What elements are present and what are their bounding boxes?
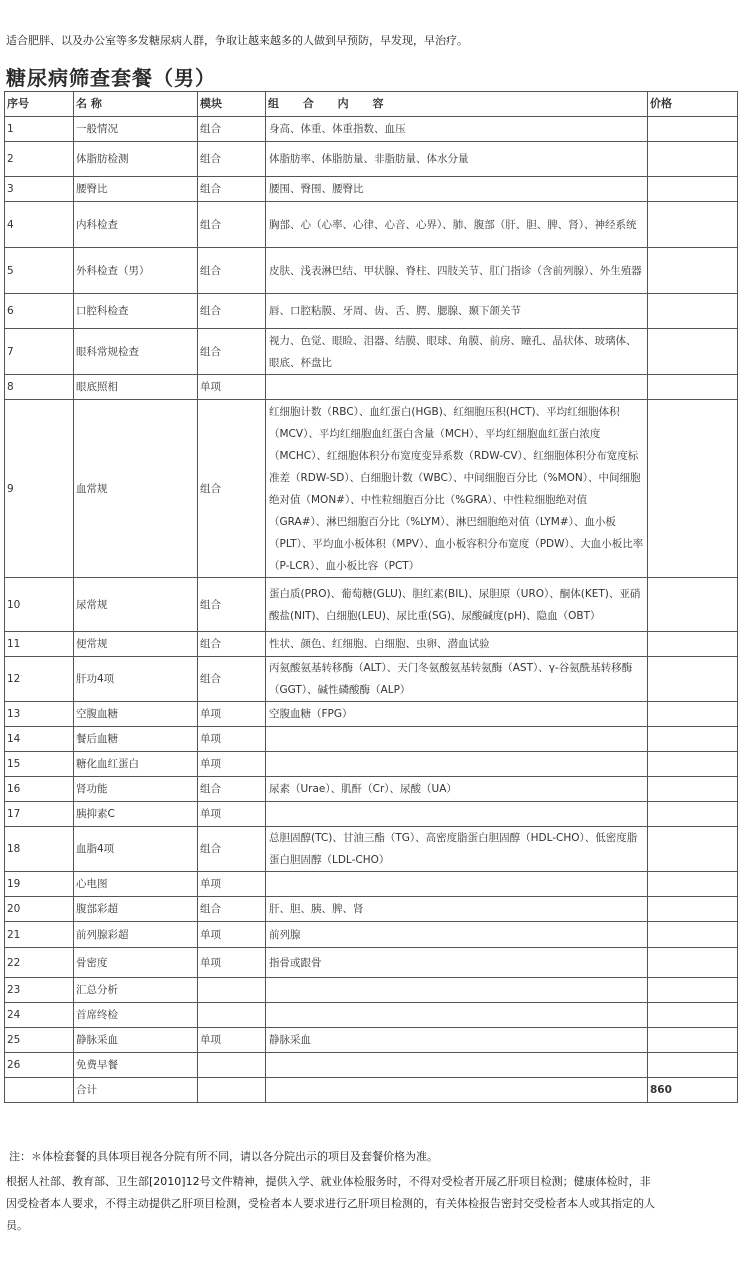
row-no: 16 [5, 777, 74, 802]
row-no: 26 [5, 1053, 74, 1078]
row-module: 组合 [198, 632, 266, 657]
row-content [266, 978, 648, 1003]
table-row [5, 1003, 738, 1028]
row-content: 胸部、心（心率、心律、心音、心界）、肺、腹部（肝、胆、脾、肾）、神经系统 [266, 202, 648, 248]
table-row [5, 375, 738, 400]
table-row [5, 657, 738, 702]
row-content: 体脂肪率、体脂肪量、非脂肪量、体水分量 [266, 142, 648, 177]
row-content: 前列腺 [266, 922, 648, 948]
row-name: 空腹血糖 [74, 702, 198, 727]
row-content: 唇、口腔粘膜、牙周、齿、舌、腭、腮腺、颞下颌关节 [266, 294, 648, 329]
row-content: 皮肤、浅表淋巴结、甲状腺、脊柱、四肢关节、肛门指诊（含前列腺）、外生殖器 [266, 248, 648, 294]
row-content [266, 802, 648, 827]
row-no: 20 [5, 897, 74, 922]
policy-text: 根据人社部、教育部、卫生部[2010]12号文件精神，提供入学、就业体检服务时，不得对受检者开展乙肝项目检测；健康体检时，非因受检者本人要求，不得主动提供乙肝项目检测，受检者本人要求进行乙肝项目检测的，有关体检报告密封交受检者本人或其指定的人员。 [6, 1175, 655, 1232]
row-price [648, 948, 738, 978]
header-module: 模块 [198, 92, 266, 117]
row-module: 组合 [198, 177, 266, 202]
row-price [648, 117, 738, 142]
table-row [5, 294, 738, 329]
row-name: 前列腺彩超 [74, 922, 198, 948]
row-module: 组合 [198, 777, 266, 802]
row-name: 眼底照相 [74, 375, 198, 400]
total-module-cell [198, 1078, 266, 1103]
table-row [5, 578, 738, 632]
row-price [648, 142, 738, 177]
row-module: 组合 [198, 294, 266, 329]
row-content: 丙氨酸氨基转移酶（ALT）、天门冬氨酸氨基转氨酶（AST）、γ-谷氨酰基转移酶（GGT）、碱性磷酸酶（ALP） [266, 657, 648, 702]
row-price [648, 632, 738, 657]
table-row [5, 752, 738, 777]
package-table [4, 91, 738, 1103]
table-row [5, 142, 738, 177]
row-no: 14 [5, 727, 74, 752]
row-module: 组合 [198, 142, 266, 177]
row-name: 糖化血红蛋白 [74, 752, 198, 777]
row-no: 13 [5, 702, 74, 727]
row-content: 尿素（Urae）、肌酐（Cr）、尿酸（UA） [266, 777, 648, 802]
row-name: 心电图 [74, 872, 198, 897]
table-row [5, 248, 738, 294]
row-price [648, 922, 738, 948]
table-row [5, 1028, 738, 1053]
row-name: 体脂肪检测 [74, 142, 198, 177]
row-module: 单项 [198, 752, 266, 777]
row-module: 单项 [198, 1028, 266, 1053]
row-content: 空腹血糖（FPG） [266, 702, 648, 727]
row-name: 肾功能 [74, 777, 198, 802]
row-module: 单项 [198, 727, 266, 752]
table-row [5, 702, 738, 727]
row-name: 肝功4项 [74, 657, 198, 702]
table-row [5, 177, 738, 202]
row-no: 6 [5, 294, 74, 329]
row-content: 静脉采血 [266, 1028, 648, 1053]
row-no: 18 [5, 827, 74, 872]
row-price [648, 400, 738, 578]
row-module [198, 1003, 266, 1028]
row-no: 5 [5, 248, 74, 294]
row-module: 组合 [198, 657, 266, 702]
row-module: 组合 [198, 117, 266, 142]
row-no: 1 [5, 117, 74, 142]
row-content: 腰围、臀围、腰臀比 [266, 177, 648, 202]
row-no: 17 [5, 802, 74, 827]
header-name: 名 称 [74, 92, 198, 117]
row-module: 单项 [198, 802, 266, 827]
row-content: 指骨或跟骨 [266, 948, 648, 978]
row-name: 静脉采血 [74, 1028, 198, 1053]
table-row [5, 202, 738, 248]
row-name: 血脂4项 [74, 827, 198, 872]
row-module: 组合 [198, 827, 266, 872]
row-no: 24 [5, 1003, 74, 1028]
row-price [648, 248, 738, 294]
row-content [266, 872, 648, 897]
row-price [648, 657, 738, 702]
row-module: 单项 [198, 872, 266, 897]
total-no-cell [5, 1078, 74, 1103]
row-name: 免费早餐 [74, 1053, 198, 1078]
header-price: 价格 [648, 92, 738, 117]
row-content [266, 752, 648, 777]
table-row [5, 827, 738, 872]
row-module [198, 978, 266, 1003]
row-name: 腹部彩超 [74, 897, 198, 922]
table-row [5, 117, 738, 142]
row-name: 内科检查 [74, 202, 198, 248]
footnote: 注：＊体检套餐的具体项目视各分院有所不同，请以各分院出示的项目及套餐价格为准。 [9, 1150, 438, 1163]
row-module: 单项 [198, 948, 266, 978]
table-row [5, 1053, 738, 1078]
table-row [5, 777, 738, 802]
row-name: 餐后血糖 [74, 727, 198, 752]
row-name: 眼科常规检查 [74, 329, 198, 375]
row-no: 2 [5, 142, 74, 177]
row-no: 8 [5, 375, 74, 400]
row-price [648, 777, 738, 802]
row-module: 组合 [198, 897, 266, 922]
row-name: 血常规 [74, 400, 198, 578]
row-name: 骨密度 [74, 948, 198, 978]
row-price [648, 294, 738, 329]
row-price [648, 1028, 738, 1053]
total-label: 合计 [74, 1078, 198, 1103]
row-price [648, 177, 738, 202]
row-price [648, 827, 738, 872]
row-price [648, 978, 738, 1003]
table-row [5, 400, 738, 578]
header-no: 序号 [5, 92, 74, 117]
intro-text: 适合肥胖、以及办公室等多发糖尿病人群，争取让越来越多的人做到早预防，早发现，早治疗。 [6, 34, 468, 47]
row-no: 10 [5, 578, 74, 632]
row-content [266, 1053, 648, 1078]
row-price [648, 752, 738, 777]
row-content: 红细胞计数（RBC）、血红蛋白(HGB)、红细胞压积(HCT)、平均红细胞体积（MCV）、平均红细胞血红蛋白含量（MCH）、平均红细胞血红蛋白浓度（MCHC）、红细胞体积分布宽度变异系数（RDW-CV）、红细胞体积分布宽度标准差（RDW-SD）、白细胞计数（WBC）、中间细胞百分比（%MON）、中间细胞绝对值（MON#）、中性粒细胞百分比（%GRA）、中性粒细胞绝对值（GRA#）、淋巴细胞百分比（%LYM）、淋巴细胞绝对值（LYM#）、血小板（PLT）、平均血小板体积（MPV）、血小板容积分布宽度（PDW）、大血小板比率（P-LCR）、血小板比容（PCT） [266, 400, 648, 578]
row-content: 身高、体重、体重指数、血压 [266, 117, 648, 142]
row-name: 汇总分析 [74, 978, 198, 1003]
row-no: 9 [5, 400, 74, 578]
row-module: 单项 [198, 375, 266, 400]
row-content [266, 375, 648, 400]
row-no: 25 [5, 1028, 74, 1053]
row-module: 组合 [198, 578, 266, 632]
row-price [648, 1003, 738, 1028]
table-row [5, 802, 738, 827]
row-name: 便常规 [74, 632, 198, 657]
row-name: 外科检查（男） [74, 248, 198, 294]
page-title: 糖尿病筛查套餐（男） [6, 66, 216, 90]
table-header-row [5, 92, 738, 117]
row-content: 肝、胆、胰、脾、肾 [266, 897, 648, 922]
table-row [5, 727, 738, 752]
row-module: 单项 [198, 702, 266, 727]
row-price [648, 872, 738, 897]
row-no: 12 [5, 657, 74, 702]
row-price [648, 702, 738, 727]
total-content-cell [266, 1078, 648, 1103]
row-no: 4 [5, 202, 74, 248]
row-module: 组合 [198, 329, 266, 375]
row-module: 组合 [198, 400, 266, 578]
row-module [198, 1053, 266, 1078]
table-row [5, 329, 738, 375]
row-no: 7 [5, 329, 74, 375]
row-content: 蛋白质(PRO)、葡萄糖(GLU)、胆红素(BIL)、尿胆原（URO）、酮体(KET)、亚硝酸盐(NIT)、白细胞(LEU)、尿比重(SG)、尿酸碱度(pH)、隐血（OBT） [266, 578, 648, 632]
total-price: 860 [648, 1078, 738, 1103]
row-name: 胰抑素C [74, 802, 198, 827]
row-content [266, 1003, 648, 1028]
total-row [5, 1078, 738, 1103]
header-content: 组 合 内 容 [266, 92, 648, 117]
row-no: 15 [5, 752, 74, 777]
row-no: 23 [5, 978, 74, 1003]
row-module: 组合 [198, 248, 266, 294]
table-row [5, 872, 738, 897]
row-no: 22 [5, 948, 74, 978]
table-row [5, 948, 738, 978]
row-price [648, 1053, 738, 1078]
row-price [648, 202, 738, 248]
table-row [5, 978, 738, 1003]
row-no: 3 [5, 177, 74, 202]
row-no: 19 [5, 872, 74, 897]
row-price [648, 802, 738, 827]
table-row [5, 632, 738, 657]
row-name: 首席终检 [74, 1003, 198, 1028]
row-price [648, 329, 738, 375]
row-price [648, 578, 738, 632]
row-no: 21 [5, 922, 74, 948]
table-row [5, 897, 738, 922]
row-name: 尿常规 [74, 578, 198, 632]
row-price [648, 375, 738, 400]
row-price [648, 897, 738, 922]
row-module: 单项 [198, 922, 266, 948]
row-content: 性状、颜色、红细胞、白细胞、虫卵、潜血试验 [266, 632, 648, 657]
row-price [648, 727, 738, 752]
row-name: 腰臀比 [74, 177, 198, 202]
row-content: 视力、色觉、眼睑、泪器、结膜、眼球、角膜、前房、瞳孔、晶状体、玻璃体、眼底、杯盘比 [266, 329, 648, 375]
row-content: 总胆固醇(TC)、甘油三酯（TG）、高密度脂蛋白胆固醇（HDL-CHO）、低密度脂蛋白胆固醇（LDL-CHO） [266, 827, 648, 872]
row-name: 口腔科检查 [74, 294, 198, 329]
row-name: 一般情况 [74, 117, 198, 142]
row-content [266, 727, 648, 752]
row-no: 11 [5, 632, 74, 657]
table-row [5, 922, 738, 948]
row-module: 组合 [198, 202, 266, 248]
